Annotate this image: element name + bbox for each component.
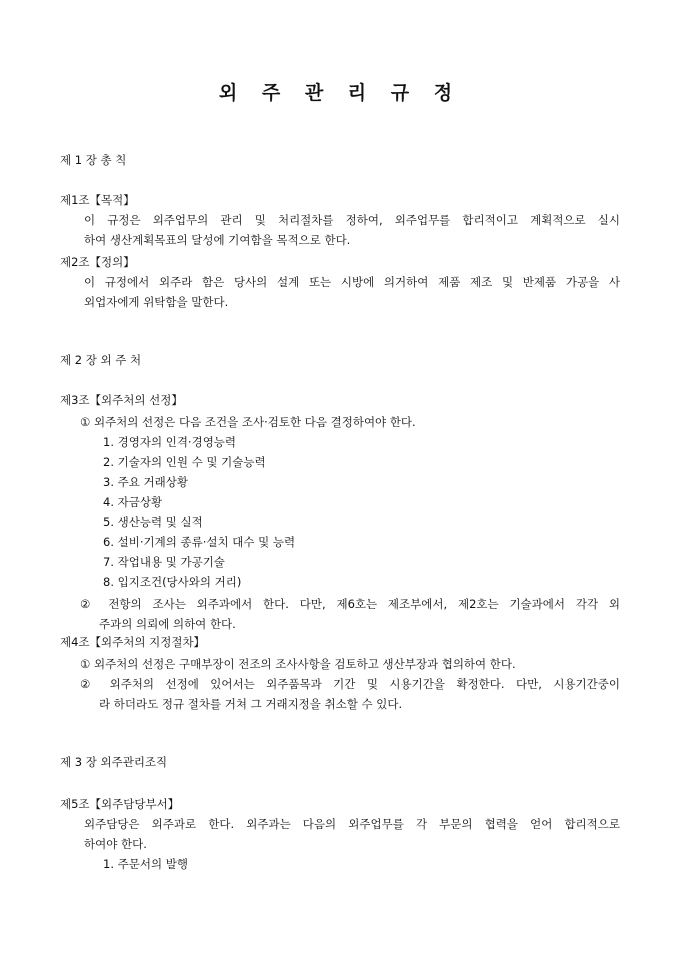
list-item: 7. 작업내용 및 가공기술 xyxy=(103,555,225,569)
article-3-paragraph-1: ① 외주처의 선정은 다음 조건을 조사·검토한 다음 결정하여야 한다. xyxy=(80,415,416,429)
article-1-heading: 제1조【목적】 xyxy=(60,193,135,207)
chapter-2-heading: 제 2 장 외 주 처 xyxy=(60,353,142,367)
article-5-heading: 제5조【외주담당부서】 xyxy=(60,797,180,811)
document-title: 외 주 관 리 규 정 xyxy=(218,82,462,104)
article-5-text-line-2: 하여야 한다. xyxy=(84,837,147,851)
chapter-1-heading: 제 1 장 총 칙 xyxy=(60,153,127,167)
article-1-text-line-1: 이 규정은 외주업무의 관리 및 처리절차를 정하여, 외주업무를 합리적이고 계획적으로 실시 xyxy=(84,213,620,227)
article-4-paragraph-1: ① 외주처의 선정은 구매부장이 전조의 조사사항을 검토하고 생산부장과 협의하여 한다. xyxy=(80,657,516,671)
chapter-3-heading: 제 3 장 외주관리조직 xyxy=(60,755,168,769)
list-item: 1. 경영자의 인격·경영능력 xyxy=(103,435,237,449)
list-item: 8. 입지조건(당사와의 거리) xyxy=(103,575,242,589)
list-item: 2. 기술자의 인원 수 및 기술능력 xyxy=(103,455,266,469)
list-item: 6. 설비·기계의 종류·설치 대수 및 능력 xyxy=(103,535,296,549)
article-4-paragraph-2-line-1: ② 외주처의 선정에 있어서는 외주품목과 기간 및 시용기간을 확정한다. 다만, 시용기간중이 xyxy=(80,677,620,691)
article-5-text-line-1: 외주담당은 외주과로 한다. 외주과는 다음의 외주업무를 각 부문의 협력을 얻어 합리적으로 xyxy=(84,817,620,831)
list-item: 5. 생산능력 및 실적 xyxy=(103,515,203,529)
article-2-heading: 제2조【정의】 xyxy=(60,255,135,269)
article-1-text-line-2: 하여 생산계획목표의 달성에 기여함을 목적으로 한다. xyxy=(84,233,351,247)
article-4-heading: 제4조【외주처의 지정절차】 xyxy=(60,635,206,649)
list-item: 3. 주요 거래상황 xyxy=(103,475,188,489)
list-item: 1. 주문서의 발행 xyxy=(103,857,188,871)
list-item: 4. 자금상황 xyxy=(103,495,163,509)
article-2-text-line-1: 이 규정에서 외주라 함은 당사의 설계 또는 시방에 의거하여 제품 제조 및 반제품 가공을 사 xyxy=(84,275,620,289)
article-3-paragraph-2-line-2: 주과의 의뢰에 의하여 한다. xyxy=(99,617,236,631)
article-3-paragraph-2-line-1: ② 전항의 조사는 외주과에서 한다. 다만, 제6호는 제조부에서, 제2호는 기술과에서 각각 외 xyxy=(80,597,620,611)
article-3-heading: 제3조【외주처의 선정】 xyxy=(60,393,183,407)
article-4-paragraph-2-line-2: 라 하더라도 정규 절차를 거쳐 그 거래지정을 취소할 수 있다. xyxy=(99,697,403,711)
article-2-text-line-2: 외업자에게 위탁함을 말한다. xyxy=(84,295,229,309)
